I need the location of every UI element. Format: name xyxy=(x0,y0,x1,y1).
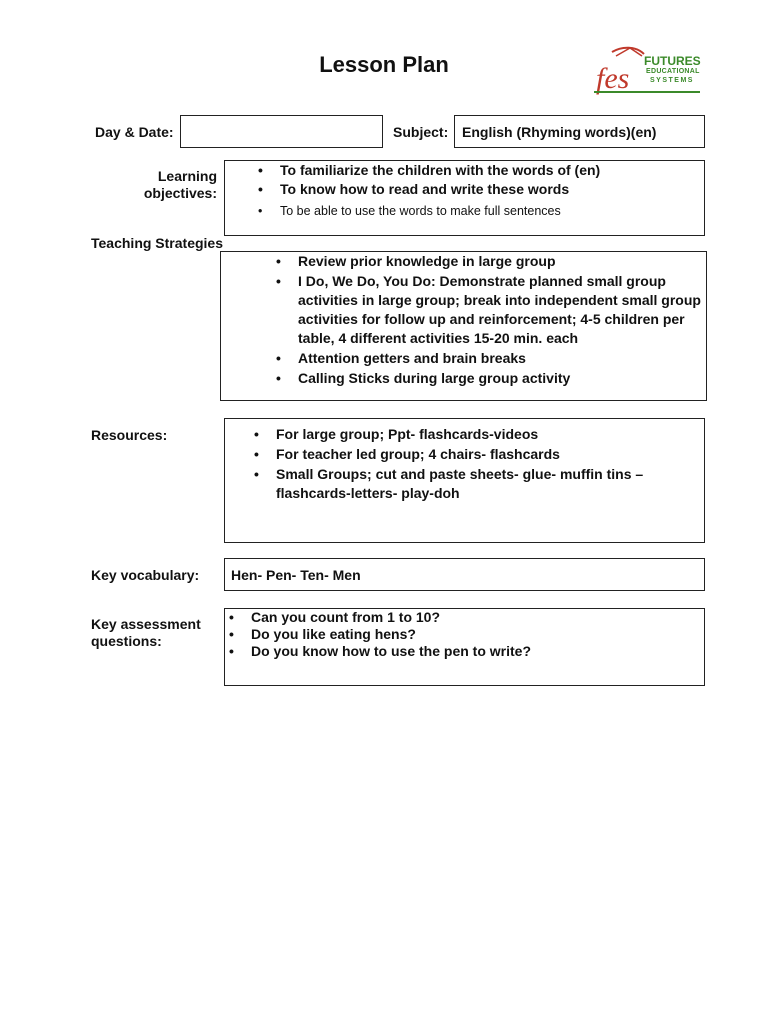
logo-letters: fes xyxy=(596,62,630,95)
day-date-label: Day & Date: xyxy=(95,124,174,140)
list-item xyxy=(258,161,690,180)
list-item-text: Do you like eating hens? xyxy=(251,626,416,642)
assessment-box xyxy=(224,608,705,686)
list-item-text: To familiarize the children with the words of (en) xyxy=(280,162,601,178)
strategies-box xyxy=(220,251,707,401)
objectives-label-line1: Learning xyxy=(157,168,217,184)
list-item-text: For large group; Ppt- flashcards-videos xyxy=(276,426,539,442)
resources-label: Resources: xyxy=(91,427,168,443)
list-item xyxy=(254,425,676,444)
futures-logo xyxy=(592,44,704,96)
list-item-text: To know how to read and write these words xyxy=(280,181,570,197)
subject-value: English (Rhyming words)(en) xyxy=(462,124,657,140)
list-item-text: Review prior knowledge in large group xyxy=(298,253,556,269)
subject-label: Subject: xyxy=(393,124,449,140)
bullet-icon: • xyxy=(229,626,234,642)
bullet-icon: • xyxy=(276,370,281,386)
list-item xyxy=(258,202,690,221)
list-item-text: For teacher led group; 4 chairs- flashcards xyxy=(276,446,560,462)
bullet-icon: • xyxy=(276,350,281,366)
subject-field[interactable] xyxy=(454,115,705,148)
list-item xyxy=(229,643,691,660)
objectives-label xyxy=(120,168,217,202)
list-item xyxy=(229,626,691,643)
page-title: Lesson Plan xyxy=(319,52,449,77)
list-item xyxy=(276,369,703,388)
assessment-label-line2: questions: xyxy=(91,633,162,649)
day-date-field[interactable] xyxy=(180,115,383,148)
bullet-icon: • xyxy=(254,446,259,462)
assessment-label xyxy=(91,616,201,650)
logo-line-futures: FUTURES xyxy=(644,54,701,68)
logo-line-educational: EDUCATIONAL xyxy=(646,68,700,75)
vocabulary-label: Key vocabulary: xyxy=(91,567,200,583)
vocabulary-value: Hen- Pen- Ten- Men xyxy=(231,567,361,583)
bullet-icon: • xyxy=(276,253,281,269)
bullet-icon: • xyxy=(254,426,259,442)
strategies-label: Teaching Strategies xyxy=(91,235,224,251)
list-item-text: Calling Sticks during large group activity xyxy=(298,370,571,386)
bullet-icon: • xyxy=(254,466,259,482)
list-item-text: I Do, We Do, You Do: Demonstrate planned small group activities in large group; break into independent small group activities for follow up and reinforcement; 4-5 children per table, 4 different activities 15-20 min. each xyxy=(298,273,701,346)
logo-line-systems: SYSTEMS xyxy=(650,77,694,84)
vocabulary-box xyxy=(224,558,705,591)
list-item-text: Small Groups; cut and paste sheets- glue- muffin tins – flashcards-letters- play-doh xyxy=(276,466,644,501)
list-item xyxy=(254,445,676,464)
assessment-label-line1: Key assessment xyxy=(91,616,201,632)
bullet-icon: • xyxy=(229,643,234,659)
list-item xyxy=(276,349,703,368)
objectives-label-line2: objectives: xyxy=(143,185,217,201)
objectives-box xyxy=(224,160,705,236)
resources-box xyxy=(224,418,705,543)
bullet-icon: • xyxy=(258,162,263,178)
bullet-icon: • xyxy=(258,204,263,218)
list-item-text: Do you know how to use the pen to write? xyxy=(251,643,531,659)
list-item-text: Can you count from 1 to 10? xyxy=(251,609,441,625)
list-item xyxy=(276,272,703,348)
bullet-icon: • xyxy=(229,609,234,625)
list-item-text: Attention getters and brain breaks xyxy=(298,350,526,366)
bullet-icon: • xyxy=(258,181,263,197)
bullet-icon: • xyxy=(276,273,281,289)
list-item xyxy=(276,252,703,271)
list-item xyxy=(229,609,691,626)
list-item-text: To be able to use the words to make full sentences xyxy=(280,204,561,218)
list-item xyxy=(258,180,690,199)
list-item xyxy=(254,465,676,503)
